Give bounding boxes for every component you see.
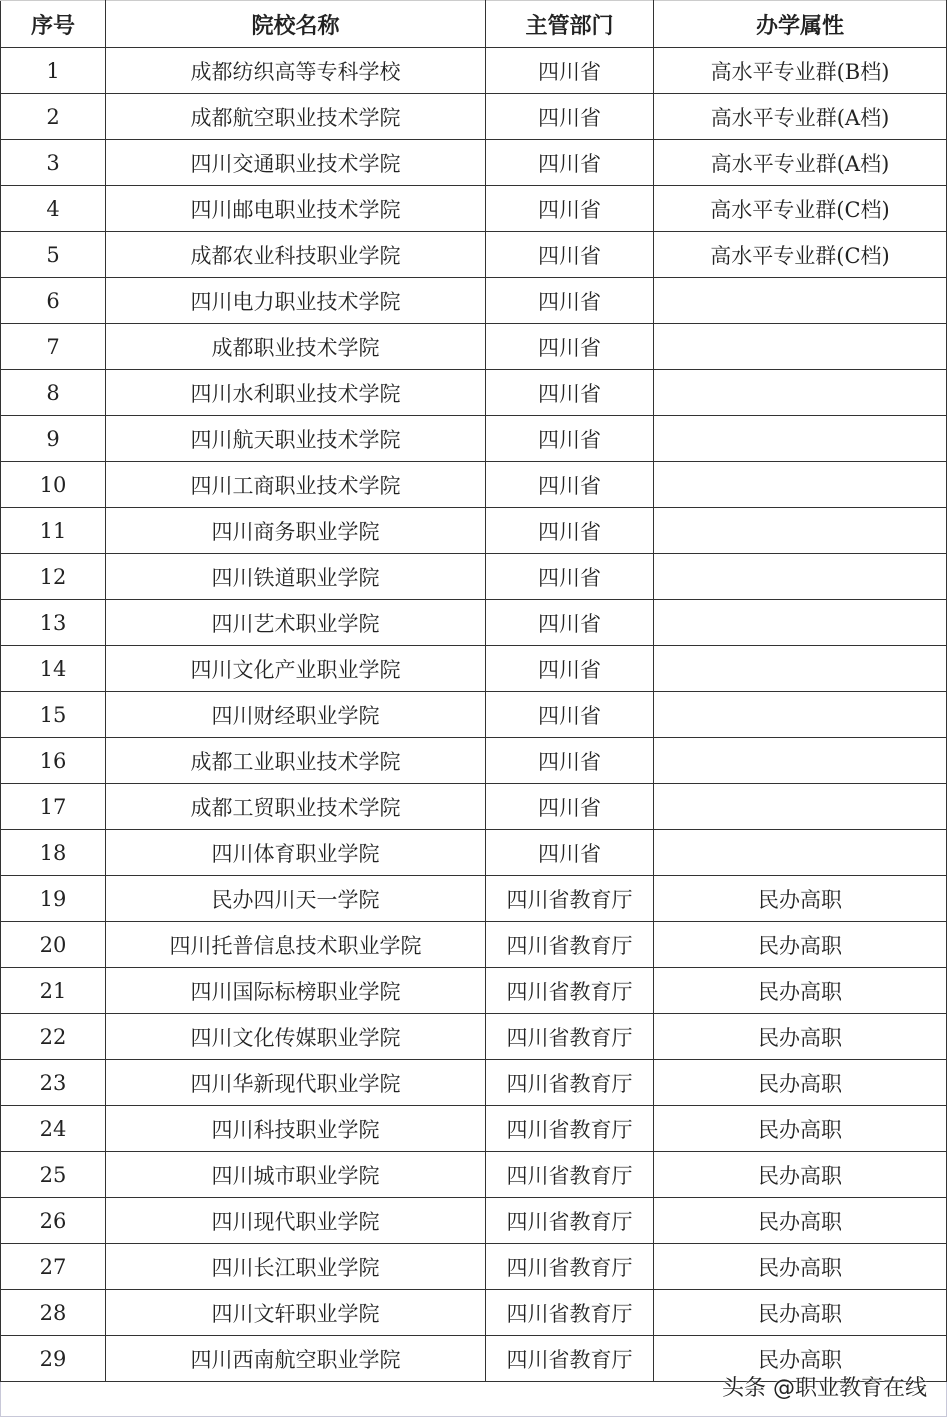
cell-department: 四川省教育厅	[486, 1106, 654, 1152]
cell-index: 19	[1, 876, 106, 922]
cell-department: 四川省	[486, 232, 654, 278]
cell-index: 18	[1, 830, 106, 876]
cell-department: 四川省教育厅	[486, 922, 654, 968]
cell-department: 四川省教育厅	[486, 1244, 654, 1290]
cell-attribute: 高水平专业群(C档)	[654, 186, 947, 232]
cell-department: 四川省	[486, 186, 654, 232]
cell-index: 25	[1, 1152, 106, 1198]
cell-index: 4	[1, 186, 106, 232]
cell-attribute: 高水平专业群(B档)	[654, 48, 947, 94]
table-row	[1, 1244, 947, 1290]
cell-index: 22	[1, 1014, 106, 1060]
cell-school-name: 四川水利职业技术学院	[106, 370, 486, 416]
table-row	[1, 922, 947, 968]
cell-attribute: 民办高职	[654, 1106, 947, 1152]
cell-attribute: 民办高职	[654, 968, 947, 1014]
cell-department: 四川省	[486, 140, 654, 186]
cell-school-name: 四川文化传媒职业学院	[106, 1014, 486, 1060]
cell-department: 四川省	[486, 278, 654, 324]
watermark: 头条 @职业教育在线	[722, 1376, 927, 1401]
cell-department: 四川省	[486, 94, 654, 140]
cell-department: 四川省教育厅	[486, 876, 654, 922]
cell-department: 四川省	[486, 600, 654, 646]
cell-index: 3	[1, 140, 106, 186]
cell-index: 13	[1, 600, 106, 646]
cell-index: 17	[1, 784, 106, 830]
table-row	[1, 692, 947, 738]
cell-school-name: 四川文轩职业学院	[106, 1290, 486, 1336]
cell-index: 21	[1, 968, 106, 1014]
table-row	[1, 232, 947, 278]
cell-attribute	[654, 278, 947, 324]
cell-department: 四川省	[486, 416, 654, 462]
cell-school-name: 四川科技职业学院	[106, 1106, 486, 1152]
cell-school-name: 成都农业科技职业学院	[106, 232, 486, 278]
table-row	[1, 738, 947, 784]
table-row	[1, 646, 947, 692]
cell-school-name: 四川艺术职业学院	[106, 600, 486, 646]
cell-index: 5	[1, 232, 106, 278]
cell-attribute	[654, 738, 947, 784]
table-row	[1, 830, 947, 876]
cell-attribute: 高水平专业群(C档)	[654, 232, 947, 278]
table-row	[1, 324, 947, 370]
table-row	[1, 94, 947, 140]
cell-attribute	[654, 462, 947, 508]
cell-school-name: 成都工业职业技术学院	[106, 738, 486, 784]
cell-department: 四川省	[486, 554, 654, 600]
table-row	[1, 876, 947, 922]
table-row	[1, 554, 947, 600]
cell-attribute: 民办高职	[654, 1014, 947, 1060]
cell-school-name: 四川西南航空职业学院	[106, 1336, 486, 1382]
cell-index: 29	[1, 1336, 106, 1382]
cell-school-name: 成都工贸职业技术学院	[106, 784, 486, 830]
cell-index: 14	[1, 646, 106, 692]
cell-school-name: 四川交通职业技术学院	[106, 140, 486, 186]
table-row	[1, 784, 947, 830]
table-body	[1, 48, 947, 1382]
cell-department: 四川省	[486, 508, 654, 554]
cell-school-name: 四川工商职业技术学院	[106, 462, 486, 508]
cell-index: 11	[1, 508, 106, 554]
cell-attribute	[654, 646, 947, 692]
table-row	[1, 1290, 947, 1336]
cell-index: 24	[1, 1106, 106, 1152]
cell-attribute: 民办高职	[654, 876, 947, 922]
cell-school-name: 四川体育职业学院	[106, 830, 486, 876]
cell-attribute	[654, 508, 947, 554]
cell-index: 16	[1, 738, 106, 784]
cell-attribute	[654, 554, 947, 600]
cell-school-name: 四川托普信息技术职业学院	[106, 922, 486, 968]
cell-index: 27	[1, 1244, 106, 1290]
table-row	[1, 462, 947, 508]
cell-department: 四川省教育厅	[486, 1336, 654, 1382]
cell-attribute	[654, 784, 947, 830]
cell-attribute: 民办高职	[654, 1152, 947, 1198]
cell-attribute: 高水平专业群(A档)	[654, 140, 947, 186]
table-row	[1, 278, 947, 324]
cell-department: 四川省	[486, 784, 654, 830]
cell-department: 四川省教育厅	[486, 1060, 654, 1106]
cell-school-name: 四川华新现代职业学院	[106, 1060, 486, 1106]
cell-school-name: 四川邮电职业技术学院	[106, 186, 486, 232]
table-row	[1, 140, 947, 186]
cell-department: 四川省教育厅	[486, 1014, 654, 1060]
cell-attribute	[654, 830, 947, 876]
cell-index: 20	[1, 922, 106, 968]
cell-attribute	[654, 600, 947, 646]
cell-attribute: 民办高职	[654, 1336, 947, 1382]
table-row	[1, 1014, 947, 1060]
cell-school-name: 成都航空职业技术学院	[106, 94, 486, 140]
table-row	[1, 600, 947, 646]
header-row	[1, 1, 947, 48]
cell-department: 四川省教育厅	[486, 1198, 654, 1244]
cell-department: 四川省教育厅	[486, 968, 654, 1014]
cell-department: 四川省	[486, 370, 654, 416]
table-row	[1, 186, 947, 232]
header-school-name: 院校名称	[106, 1, 486, 48]
cell-department: 四川省	[486, 324, 654, 370]
cell-index: 15	[1, 692, 106, 738]
table-row	[1, 1152, 947, 1198]
header-index: 序号	[1, 1, 106, 48]
cell-department: 四川省	[486, 48, 654, 94]
cell-school-name: 成都职业技术学院	[106, 324, 486, 370]
cell-department: 四川省	[486, 692, 654, 738]
header-attribute: 办学属性	[654, 1, 947, 48]
cell-attribute: 民办高职	[654, 1060, 947, 1106]
table-row	[1, 416, 947, 462]
table-row	[1, 1198, 947, 1244]
cell-school-name: 四川国际标榜职业学院	[106, 968, 486, 1014]
cell-department: 四川省教育厅	[486, 1152, 654, 1198]
cell-school-name: 四川铁道职业学院	[106, 554, 486, 600]
cell-attribute: 民办高职	[654, 1244, 947, 1290]
table-row	[1, 1060, 947, 1106]
cell-department: 四川省	[486, 738, 654, 784]
cell-index: 8	[1, 370, 106, 416]
cell-index: 9	[1, 416, 106, 462]
cell-attribute: 民办高职	[654, 1198, 947, 1244]
cell-index: 23	[1, 1060, 106, 1106]
cell-school-name: 四川电力职业技术学院	[106, 278, 486, 324]
cell-department: 四川省教育厅	[486, 1290, 654, 1336]
cell-school-name: 成都纺织高等专科学校	[106, 48, 486, 94]
cell-school-name: 四川文化产业职业学院	[106, 646, 486, 692]
cell-school-name: 民办四川天一学院	[106, 876, 486, 922]
table-row	[1, 1106, 947, 1152]
cell-school-name: 四川城市职业学院	[106, 1152, 486, 1198]
cell-department: 四川省	[486, 462, 654, 508]
cell-attribute: 民办高职	[654, 922, 947, 968]
cell-attribute	[654, 324, 947, 370]
cell-school-name: 四川航天职业技术学院	[106, 416, 486, 462]
cell-school-name: 四川商务职业学院	[106, 508, 486, 554]
cell-school-name: 四川现代职业学院	[106, 1198, 486, 1244]
header-department: 主管部门	[486, 1, 654, 48]
cell-index: 28	[1, 1290, 106, 1336]
cell-department: 四川省	[486, 646, 654, 692]
table-row	[1, 370, 947, 416]
cell-attribute: 民办高职	[654, 1290, 947, 1336]
cell-department: 四川省	[486, 830, 654, 876]
cell-index: 7	[1, 324, 106, 370]
cell-attribute	[654, 370, 947, 416]
cell-index: 26	[1, 1198, 106, 1244]
table-row	[1, 968, 947, 1014]
cell-attribute	[654, 692, 947, 738]
cell-index: 6	[1, 278, 106, 324]
table-row	[1, 48, 947, 94]
cell-school-name: 四川财经职业学院	[106, 692, 486, 738]
cell-school-name: 四川长江职业学院	[106, 1244, 486, 1290]
cell-index: 12	[1, 554, 106, 600]
cell-index: 1	[1, 48, 106, 94]
cell-index: 2	[1, 94, 106, 140]
cell-attribute: 高水平专业群(A档)	[654, 94, 947, 140]
table-row	[1, 508, 947, 554]
cell-index: 10	[1, 462, 106, 508]
cell-attribute	[654, 416, 947, 462]
